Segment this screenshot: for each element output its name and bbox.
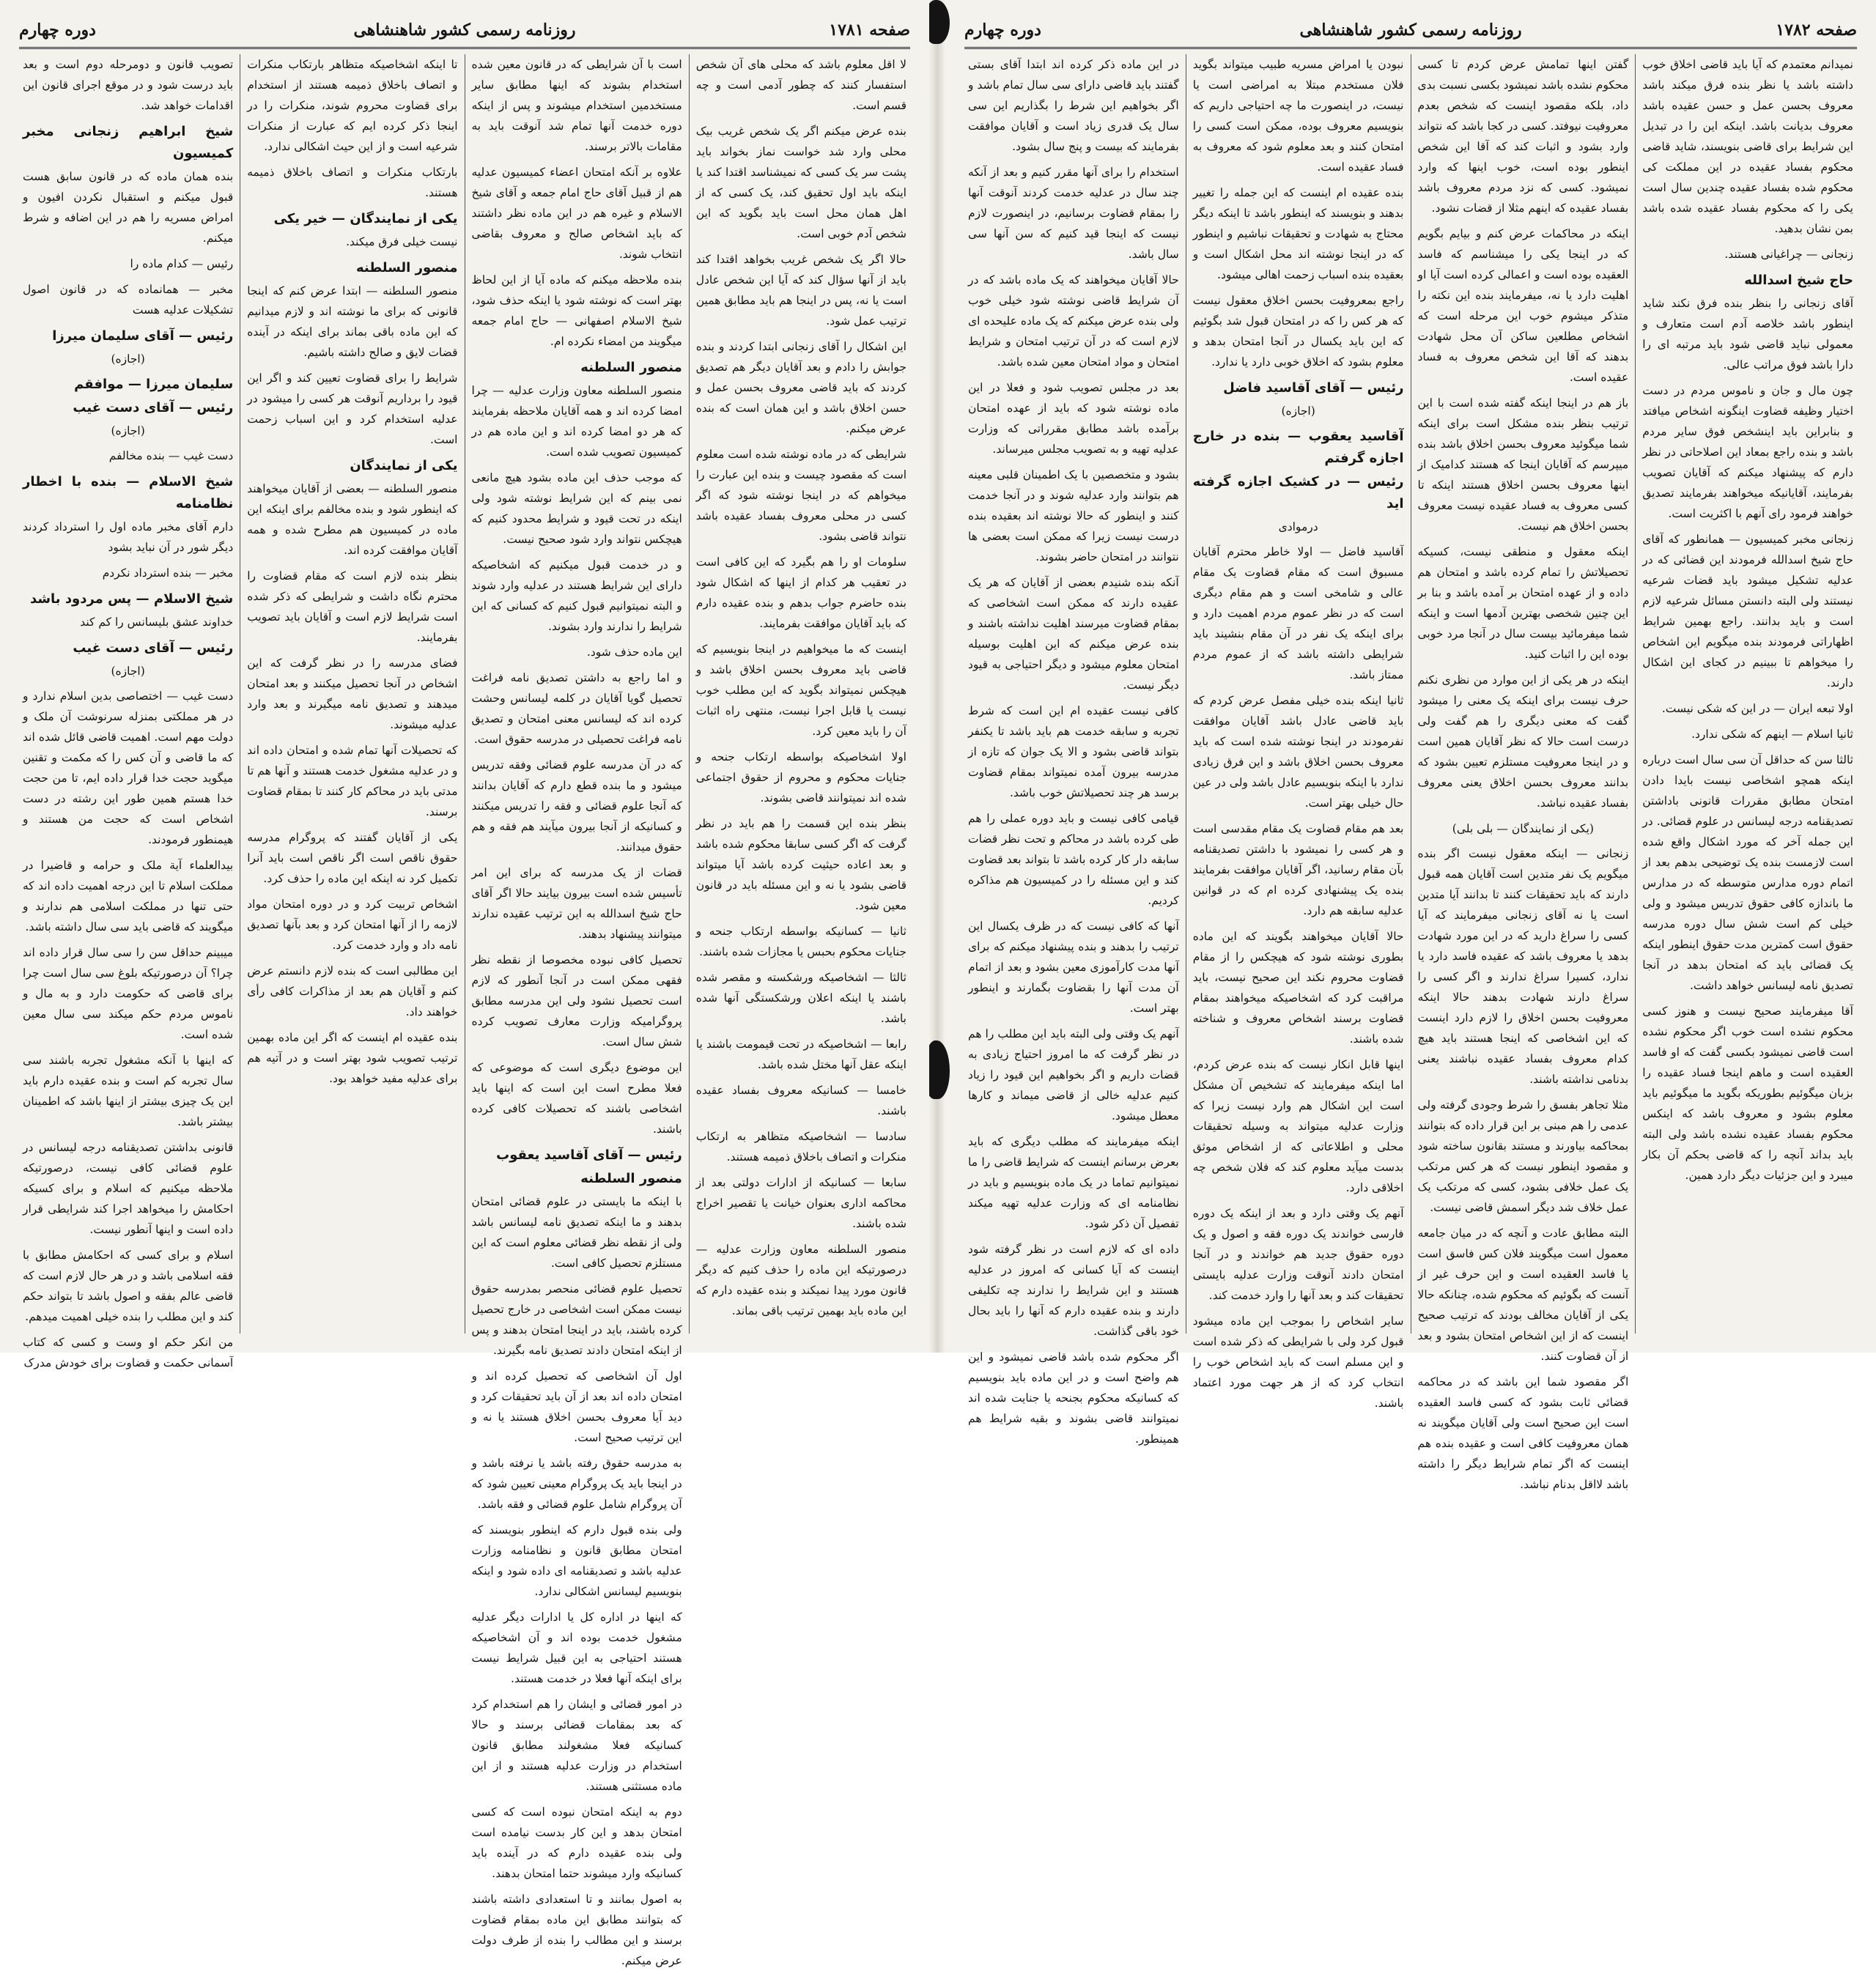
paragraph: شرایطی که در ماده نوشته شده است معلوم است که مقصود چیست و بنده این عبارت را میخواهم که در اینجا نوشته شود که اگر کسی در محلی معروف بفساد عقیده باشد نتواند قاضی بشود. (695, 448, 906, 543)
centered-note: (یکی از نمایندگان — بلی بلی) (1452, 822, 1594, 835)
paragraph: بیدالعلماء آیة ملک و حرامه و قاضیرا در مملکت اسلام تا این درجه اهمیت داده اند که حتی تنها در مملکت اسلامی هم ندارند و میگویند که قاضی باید سی سال داشته باشد. (23, 859, 234, 933)
paragraph: میبینم حداقل سن را سی سال قرار داده اند چرا؟ آن درصورتیکه بلوغ سی سال است چرا برای قاضی که حکومت دارد و به مال و ناموس مردم حکم میکند سی سال معین شده است. (23, 946, 234, 1041)
paragraph: داده ای که لازم است در نظر گرفته شود اینست که آیا کسانی که امروز در عدلیه هستند و این شرایط را ندارند چه تکلیفی دارند و بنده عقیده دارم که آنها را باید بحال خود باقی گذاشت. (968, 1243, 1179, 1338)
paragraph: زنجانی — چراغیانی هستند. (1724, 248, 1853, 261)
paragraph: بنظر بنده این قسمت را هم باید در نظر گرفت که اگر کسی سابقا محکوم شده باشد و بعد اعاده حیثیت کرده باشد آیا میتواند قاضی بشود یا نه و این مسئله باید در قانون معین شود. (695, 817, 906, 912)
speaker-heading: شیخ الاسلام — بنده با اخطار نظامنامه (23, 474, 234, 511)
paragraph: ولی بنده قبول دارم که اینطور بنویسند که امتحان مطابق قانون و نظامنامه وزارت عدلیه باشد و تصدیقنامه ای داده شود و اینکه بنویسیم لیسانس اشکالی ندارد. (471, 1523, 682, 1598)
paragraph: دوم به اینکه امتحان نبوده است که کسی امتحان بدهد و این کار بدست نیامده است ولی بنده عقیده دارم که در آینده باید کسانیکه وارد میشوند حتما امتحان بدهند. (471, 1805, 682, 1880)
column (465, 54, 689, 1967)
paragraph: تحصیل علوم قضائی منحصر بمدرسه حقوق نیست ممکن است اشخاصی در خارج تحصیل کرده باشند، باید در اینجا امتحان بدهند و پس از اینکه امتحان دادند تصدیق نامه بگیرند. (471, 1282, 682, 1357)
paragraph: اینکه معقول و منطقی نیست، کسیکه تحصیلاتش را تمام کرده باشد و امتحان هم داده و از عهده امتحان بر آمده باشد و بنا بر این چنین شخصی بهترین آدمها است و اینکه شما میفرمائید بیست سال در آنجا مرد خوبی بوده این را اثبات کنید. (1417, 545, 1629, 661)
paragraph: بعد هم مقام قضاوت یک مقام مقدسی است و هر کسی را نمیشود با داشتن تصدیقنامه بآن مقام رسانید، اگر آقایان موافقت بفرمایند بنده یک پیشنهادی کرده ام که در قوانین عدلیه سابقه هم دارد. (1192, 822, 1404, 917)
paragraph: اینکه در هر یکی از این موارد من نظری نکنم حرف نیست برای اینکه یک معنی را میشود گفت که معنی دیگری را هم گفت ولی درست است حالا که نظر آقایان همین است و در اینجا معروفیت مستلزم تعیین بشود که بدانند معروف بحسن اخلاق یعنی معروف بفساد عقیده نباشد. (1417, 673, 1629, 810)
paragraph: که اینها در اداره کل یا ادارات دیگر عدلیه مشغول خدمت بوده اند و آن اشخاصیکه هستند احتیاجی به این قبیل شرایط نیست برای اینکه آنها فعلا در خدمت هستند. (471, 1611, 682, 1685)
speaker-heading: رئیس — در کشیک اجازه گرفته اید (1192, 474, 1404, 511)
paragraph: بنظر بنده لازم است که مقام قضاوت را محترم نگاه داشت و شرایطی که ذکر شده است شرایط لازم است و آقایان باید تصویب بفرمایند. (247, 569, 458, 644)
paragraph: به مدرسه حقوق رفته باشد یا نرفته باشد و در اینجا باید یک پروگرام معینی تعیین شود که آن پروگرام شامل علوم قضائی و فقه باشد. (471, 1457, 682, 1511)
paragraph: بشود و متخصصین با یک اطمینان قلبی معینه هم بتوانند وارد عدلیه شوند و در آنجا خدمت کنند و اینطور که حالا نوشته اند بعقیده بنده درست نیست زیرا که ممکن است بعضی ها نتوانند در امتحان حاضر بشوند. (968, 468, 1179, 563)
paragraph: بنده همان ماده که در قانون سابق هست قبول میکنم و استقبال نکردن افیون و امراض مسریه را هم در این اضافه و شرط میکنم. (23, 170, 234, 245)
paragraph: کافی نیست عقیده ام این است که شرط تجربه و سابقه خدمت هم باید باشد تا یکنفر بتواند قاضی بشود و الا یک جوان که تازه از مدرسه بیرون آمده نمیتواند بمقام قضاوت برسد هر چند تحصیلاتش خوب باشد. (968, 704, 1179, 799)
paragraph: اگر محکوم شده باشد قاضی نمیشود و این هم واضح است و در این ماده باید بنویسیم که کسانیکه محکوم بجنحه یا جنایت شده اند نمیتوانند قاضی بشوند و بقیه شرایط هم همینطور. (968, 1350, 1179, 1446)
paragraph: یکی از آقایان گفتند که پروگرام مدرسه حقوق ناقص است اگر ناقص است باید آنرا تکمیل کرد نه اینکه این ماده را حذف کرد. (247, 831, 458, 885)
paragraph: ثانیا اسلام — اینهم که شکی ندارد. (1691, 728, 1853, 741)
paragraph: قضات از یک مدرسه که برای این امر تأسیس شده است بیرون بیایند حالا اگر آقای حاج شیخ اسدالله به این ترتیب عقیده ندارند میتوانند پیشنهاد بدهند. (471, 866, 682, 941)
paragraph: اولا تبعه ایران — در این که شکی نیست. (1661, 702, 1853, 715)
paragraph: مخبر — بنده استرداد نکردم (102, 566, 234, 580)
page-number: صفحه ۱۷۸۱ (829, 21, 910, 40)
paragraph: اینکه میفرمایند که مطلب دیگری که باید بعرض برسانم اینست که شرایط قاضی را ما نمیتوانیم تماما در یک ماده بنویسیم و باید در نظامنامه ای که وزارت عدلیه تهیه میکند تفصیل آن ذکر شود. (968, 1135, 1179, 1230)
speaker-heading: شیخ الاسلام — پس مردود باشد (29, 591, 234, 607)
paragraph: حالا آقایان میخواهند که یک ماده باشد که در آن شرایط قاضی نوشته شود خیلی خوب ولی بنده عرض میکنم که یک ماده علیحده ای لازم است که در آن ترتیب امتحان و شرایط امتحان و مواد امتحان معین شده باشد. (968, 273, 1179, 369)
paragraph: آقای زنجانی را بنظر بنده فرق نکند شاید اینطور باشد خلاصه آدم است متعارف و معمولی نباید قاضی شود باید مرتبه ای را دارا باشد فوق مراتب عالی. (1642, 297, 1853, 371)
paragraph: در امور قضائی و ایشان را هم استخدام کرد که بعد بمقامات قضائی برسند و حالا کسانیکه فعلا مشغولند مطابق قانون استخدام در وزارت عدلیه هستند و از این ماده مستثنی هستند. (471, 1698, 682, 1793)
speaker-heading: رئیس — آقای سلیمان میرزا (52, 328, 234, 344)
text-columns (961, 54, 1860, 1491)
speaker-heading: رئیس — آقای آقاسید فاضل (1223, 380, 1404, 396)
page-header (19, 13, 910, 49)
paragraph: اینها قابل انکار نیست که بنده عرض کردم، اما اینکه میفرمایند که تشخیص آن مشکل است این اشکال هم وارد نیست زیرا که وزارت عدلیه میتواند به وسیله تحقیقات محلی و اطلاعاتی که از اشخاص موثق بدست میآید معلوم کند که فلان شخص چه اخلاقی دارد. (1192, 1058, 1404, 1194)
paragraph: آنهم یک وقتی دارد و بعد از اینکه یک دوره فارسی خواندند یک دوره فقه و اصول و یک دوره حقوق جدید هم خواندند و در آنجا امتحان دادند آنوقت وزارت عدلیه بایستی تحقیقات کند و بعد آنها را وارد خدمت کند. (1192, 1207, 1404, 1302)
paragraph: استخدام را برای آنها مقرر کنیم و بعد از آنکه چند سال در عدلیه خدمت کردند آنوقت آنها را بمقام قضاوت برسانیم، در اینصورت لازم نیست که اینجا قید کنیم که سن آنها سی سال باشد. (968, 166, 1179, 261)
speaker-heading: رئیس — آقای دست غیب (73, 640, 234, 656)
paragraph: اینست که ما میخواهیم در اینجا بنویسیم که قاضی باید معروف بحسن اخلاق باشد و هیچکس نمیتواند بگوید که این مطلب خوب نیست یا قابل اجرا نیست، منتهی راه اثبات آن را باید معین کرد. (695, 643, 906, 738)
paragraph: که موجب حذف این ماده بشود هیچ مانعی نمی بینم که این شرایط نوشته شود ولی اینکه در تحت قیود و شرایط محدود کنیم که هیچکس نتواند وارد شود صحیح نیست. (471, 471, 682, 546)
paragraph: دست غیب — اختصاصی بدین اسلام ندارد و در هر مملکتی بمنزله سرنوشت آن ملک و دولت مهم است. اهمیت قاضی قائل شده اند که ما قاضی و آن کس را که مکمت و تقنین میگوید حجت خدا قرار داده ایم، تا من حجت خدا هستم همین طور این رشته در دست اشخاص است که حجت من هستند و هیمنطور فرمودند. (23, 689, 234, 846)
paragraph: مخبر — همانماده که در قانون اصول تشکیلات عدلیه هست (23, 283, 234, 317)
paragraph: حالا آقایان میخواهند بگویند که این ماده بطوری نوشته شود که هیچکس را از مقام قضاوت محروم نکند این صحیح نیست، باید مراقبت کرد که اشخاصیکه میخواهند بمقام قضاوت برسند اشخاص معروف و شناخته شده باشند. (1192, 930, 1404, 1046)
paragraph: نبودن یا امراض مسریه طبیب میتواند بگوید فلان مستخدم مبتلا به امراضی است یا نیست، در اینصورت ما چه احتیاجی داریم که بنویسیم معروف بوده، ممکن است کسی را امتحان کنند و بعد معلوم شود که معروف به فساد عقیده است. (1192, 58, 1404, 174)
paragraph: این اشکال را آقای زنجانی ابتدا کردند و بنده جوابش را دادم و بعد آقایان دیگر هم تصدیق کردند که باید قاضی معروف بحسن عمل و حسن اخلاق باشد و این همان است که بنده عرض میکنم. (695, 340, 906, 435)
paragraph: آنهم یک وقتی ولی البته باید این مطلب را هم در نظر گرفت که ما امروز احتیاج زیادی به قضات داریم و اگر بخواهیم این قیود را زیاد کنیم عدلیه خالی از قاضی میماند و کارها معطل میشود. (968, 1027, 1179, 1123)
paragraph: ثانیا اینکه بنده خیلی مفصل عرض کردم که باید قاضی عادل باشد آقایان موافقت نفرمودند در اینجا نوشته شده است که باید معروف بحسن اخلاق باشد و این فرق زیادی ندارد با اینکه بنویسیم عادل باشد ولی در عین حال خیلی بهتر است. (1192, 694, 1404, 810)
paragraph: زنجانی مخبر کمیسیون — همانطور که آقای حاج شیخ اسدالله فرمودند این قضائی که در عدلیه تشکیل میشود باید قضات شرعیه نیستند ولی البته دانستن مسائل شرعیه لازم است و باید بدانند. راجع بهمین شرایط اظهاراتی فرمودند بنده میگویم این اشخاص را میخواهم تا ببینیم در کجای این اشکال دارند. (1642, 533, 1853, 689)
column (1635, 54, 1860, 1334)
paragraph: سادسا — اشخاصیکه متظاهر به ارتکاب منکرات و اتصاف باخلاق ذمیمه هستند. (695, 1130, 906, 1164)
paragraph: زنجانی — اینکه معقول نیست اگر بنده میگویم یک نفر متدین است آقایان همه قبول دارند که باید تحقیقات کنند تا بدانند آیا متدین است یا نه آقای زنجانی میفرمایند که آیا کسی را سراغ دارید که در این مورد شهادت بدهد یا معروف باشد که عقیده فاسد دارد یا ندارد، کسیرا سراغ ندارند و اگر کسی را سراغ دارند شهادت بدهند حالا اینکه معروفیت بحسن اخلاق را لازم دارد اینست که این اشخاصی که اینجا هستند باید هیچ کدام معروف بفساد عقیده نباشند یعنی بدنامی نداشته باشند. (1417, 847, 1629, 1086)
paragraph: که تحصیلات آنها تمام شده و امتحان داده اند و در عدلیه مشغول خدمت هستند و آنها هم تا مدتی باید در محاکم کار کنند تا بمقام قضاوت برسند. (247, 744, 458, 818)
paragraph: البته مطابق عادت و آنچه که در میان جامعه معمول است میگویند فلان کس فاسق است یا فاسد العقیده است و این حرف غیر از آنست که بگوئیم که محکوم شده، چنانکه حالا یکی از آقایان مخالف بودند که ترتیب صحیح اینست که از این اشخاص امتحان بشود و بعد از آن قضاوت کنند. (1417, 1227, 1629, 1363)
paragraph: این مطالبی است که بنده لازم دانستم عرض کنم و آقایان هم بعد از مذاکرات کافی رأی خواهند داد. (247, 964, 458, 1018)
paragraph: تا اینکه اشخاصیکه متظاهر بارتکاب منکرات و اتصاف باخلاق ذمیمه هستند از استخدام برای قضاوت محروم شوند، منکرات را در اینجا ذکر کرده ایم که عبارت از منکرات شرعیه است و از این حیث اشکالی ندارد. (247, 58, 458, 153)
paragraph: اشخاص تربیت کرد و در دوره امتحان مواد لازمه را از آنها امتحان کرد و بعد بآنها تصدیق نامه داد و وارد خدمت کرد. (247, 898, 458, 952)
paragraph: آنکه بنده شنیدم بعضی از آقایان که هر یک عقیده دارند که ممکن است اشخاصی که بمقام قضاوت میرسند اهلیت نداشته باشند و بنده عرض میکنم که این اهلیت بوسیله امتحان معلوم میشود و دیگر احتیاجی به قیود دیگر نیست. (968, 576, 1179, 692)
column (689, 54, 913, 1334)
paragraph: خداوند عشق بلیسانس را کم کند (80, 615, 234, 629)
paragraph: بنده عقیده ام اینست که این جمله را تغییر بدهند و بنویسند که اینطور باشد تا اینکه دیگر محتاج به شهادت و تحقیقات نباشیم و اینطور که در اینجا نوشته اند محل اشکال است و بعقیده بنده اسباب زحمت اهالی میشود. (1192, 186, 1404, 281)
paragraph: منصور السلطنه — بعضی از آقایان میخواهند که اینطور شود و بنده مخالفم برای اینکه این ماده در کمیسیون هم مطرح شده و همه آقایان موافقت کرده اند. (247, 482, 458, 557)
paragraph: بنده عقیده ام اینست که اگر این ماده بهمین ترتیب تصویب شود بهتر است و در آتیه هم برای عدلیه مفید خواهد بود. (247, 1031, 458, 1085)
column (1411, 54, 1636, 1491)
paragraph: در این ماده ذکر کرده اند ابتدا آقای بستی گفتند باید قاضی دارای سی سال تمام باشد و اگر بخواهیم این شرط را بگذاریم این سی سال یک قدری زیاد است و آقایان موافقت بفرمایند که بیست و پنج سال بشود. (968, 58, 1179, 153)
paragraph: لا اقل معلوم باشد که محلی های آن شخص استفسار کنند که چطور آدمی است و چه قسم است. (695, 58, 906, 112)
paragraph: اگر مقصود شما این باشد که در محاکمه قضائی ثابت بشود که کسی فاسد العقیده است این صحیح است ولی آقایان میگویند نه همان معروفیت کافی است و عقیده بنده هم اینست که اگر تمام شرایط دیگر را داشته باشد لااقل بدنام نباشد. (1417, 1375, 1629, 1491)
paragraph: اولا اشخاصیکه بواسطه ارتکاب جنحه و جنایات محکوم و محروم از حقوق اجتماعی شده اند نمیتوانند قاضی بشوند. (695, 750, 906, 805)
paragraph: ثانیا — کسانیکه بواسطه ارتکاب جنحه و جنایات محکوم بحبس یا مجازات شده باشند. (695, 925, 906, 958)
paragraph: علاوه بر آنکه امتحان اعضاء کمیسیون عدلیه هم از قبیل آقای حاج امام جمعه و آقای شیخ الاسلام و غیره هم در این ماده نظر داشتند که باید اشخاص صالح و معروف بقاضی انتخاب شوند. (471, 166, 682, 261)
paragraph: دارم آقای مخبر ماده اول را استرداد کردند دیگر شور در آن نباید بشود (23, 520, 234, 554)
newspaper-page-right (945, 0, 1876, 1491)
paragraph: چون مال و جان و ناموس مردم در دست اختیار وظیفه قضاوت اینگونه اشخاص میافتد و بنابراین باید اینشخص فوق سایر مردم باشد و بنده راجع بمعاد این اصلاحاتی در نظر دارم که پیشنهاد میکنم که آقایان تصویب بفرمایند، آقایانیکه میخواهند بفرمایند تصدیق خواهند فرمود رای آنهم با اکثریت است. (1642, 384, 1853, 520)
paragraph: ثالثا سن که حداقل آن سی سال است درباره اینکه همچو اشخاصی نیست بایدا دادن امتحان مطابق مقررات قانونی باداشتن تصدیقنامه درجه لیسانس در علوم قضائی. در این جمله آخر که مورد اشکال واقع شده است لازمست بنده یک توضیحی بدهم بعد از اتمام دوره مدارس متوسطه که در مدارس ما باندازه کافی حقوق تدریس میشود و ولی خیلی کم است شش سال دوره مدرسه حقوق است کمترین مدت حقوق اینطور اینکه یک قضائی باید که امتحان بدهد در آنجا تصدیق نامه لیسانس خواهد داشت. (1642, 753, 1853, 992)
paragraph: این ماده حذف شود. (586, 646, 682, 659)
period-label: دوره چهارم (19, 21, 96, 40)
paragraph: نیست خیلی فرق میکند. (346, 235, 458, 248)
paragraph: بنده عرض میکنم اگر یک شخص غریب بیک محلی وارد شد خواست نماز بخواند باید پشت سر یک کسی که نمیشناسد اقتدا کند یا اینکه باید اول تحقیق کند، یک کسی که از اهل همان محل است باید بگوید که این شخص آدم خوبی است. (695, 125, 906, 240)
paragraph: است با آن شرایطی که در قانون معین شده استخدام بشوند که اینها مطابق سایر مستخدمین استخدام میشوند و پس از اینکه دوره خدمت آنها تمام شد آنوقت باید به مقامات بالاتر برسند. (471, 58, 682, 153)
paragraph: که اینها با آنکه مشغول تجربه باشند سی سال تجربه کم است و بنده عقیده دارم باید این یک چیزی بیشتر از اینها باشد که اطمینان بیشتر باشد. (23, 1054, 234, 1128)
paragraph: بارتکاب منکرات و اتصاف باخلاق ذمیمه هستند. (247, 166, 458, 199)
paragraph: اینکه در محاکمات عرض کنم و بیایم بگویم که در اینجا یکی را میشناسم که فاسد العقیده بوده است و اعمالی کرده است آیا او اهلیت دارد یا نه، میفرمایند بنده این نکته را متذکر میشوم خوب این مرحله است که اشخاص مطلعین ساکن آن محل شهادت بدهند که آقا این شخص معروف به فساد عقیده است. (1417, 227, 1629, 384)
paragraph: راجع بمعروفیت بحسن اخلاق معقول نیست که هر کس را که در امتحان قبول شد بگوئیم که این باید یکسال در آنجا امتحان بدهد و معلوم بشود که اخلاق خوبی دارد یا ندارد. (1192, 294, 1404, 369)
paragraph: قانونی بداشتن تصدیقنامه درجه لیسانس در علوم قضائی کافی نیست، درصورتیکه ملاحظه میکنیم که اسلام و برای کسیکه احکامش را میخواهد اجرا کند شرایطی قرار داده است و اینها آنطور نیست. (23, 1141, 234, 1236)
centered-note: (اجازه) (111, 424, 145, 437)
paragraph: و در خدمت قبول میکنیم که اشخاصیکه دارای این شرایط هستند در عدلیه وارد شوند و البته نمیتوانیم قبول کنیم که کسانی که این شرایط را ندارند وارد بشوند. (471, 558, 682, 633)
paragraph: سایر اشخاص را بموجب این ماده میشود قبول کرد ولی با شرایطی که ذکر شده است و این مسلم است که باید اشخاص خوب را انتخاب کرد که از هر جهت مورد اعتماد باشند. (1192, 1314, 1404, 1410)
paragraph: دست غیب — بنده مخالفم (108, 449, 234, 462)
speaker-heading: یکی از نمایندگان (350, 458, 458, 473)
paragraph: با اینکه ما بایستی در علوم قضائی امتحان بدهند و ما اینکه تصدیق نامه لیسانس باشد ولی از نقطه نظر قضائی معلوم است که این مستلزم تحصیل کافی است. (471, 1195, 682, 1270)
column (16, 54, 240, 1369)
paragraph: منصور السلطنه — ابتدا عرض کنم که اینجا قانونی که برای ما نوشته اند و لازم میدانیم که این ماده باقی بماند برای اینکه در آینده قضات لایق و صالح داشته باشیم. (247, 284, 458, 359)
column (961, 54, 1186, 1446)
paragraph: که در آن مدرسه علوم قضائی وفقه تدریس میشود و ما بنده قطع دارم که آقایان بدانند که آنجا علوم قضائی و فقه را تدریس میکنند و کسانیکه از آنجا بیرون میآیند هم فقه و هم حقوق میدانند. (471, 758, 682, 854)
period-label: دوره چهارم (964, 21, 1041, 40)
paragraph: من انکر حکم او وست و کسی که کتاب آسمانی حکمت و قضاوت برای خودش مدرک (23, 1336, 234, 1369)
paragraph: اسلام و برای کسی که احکامش مطابق با فقه اسلامی باشد و در هر حال لازم است که قاضی عالم بفقه و اصول باشد تا بتواند حکم کند و این مطلب را بنده خیلی اهمیت میدهم. (23, 1249, 234, 1323)
paragraph: باز هم در اینجا اینکه گفته شده است با این ترتیب بنظر بنده مشکل است برای اینکه شما میگوئید معروف بحسن اخلاق باشد بنده میپرسم که آقایان اینجا که هستند کدامیک از اینها معروف بحسن اخلاق هستند اینکه تا کسی معروف به فساد عقیده نیست معروف بحسن اخلاق هم نیست. (1417, 396, 1629, 533)
centered-note: (اجازه) (111, 352, 145, 366)
speaker-heading: رئیس — آقای آقاسید یعقوب (496, 1147, 682, 1163)
paragraph: آنها که کافی نیست که در ظرف یکسال این ترتیب را بدهند و بنده پیشنهاد میکنم که برای آنها مدت کارآموزی معین بشود و بعد از اتمام آن مدت آنها را بقضاوت بگمارند و اینطور بهتر است. (968, 920, 1179, 1015)
centered-note: درموادی (1278, 520, 1318, 533)
speaker-heading: منصور السلطنه (355, 260, 458, 276)
paragraph: خامسا — کسانیکه معروف بفساد عقیده باشند. (695, 1084, 906, 1117)
speaker-heading: شیخ ابراهیم زنجانی مخبر کمیسیون (23, 124, 234, 161)
paragraph: بعد در مجلس تصویب شود و فعلا در این ماده نوشته شود که باید از عهده امتحان برآمده باشد مطابق مقرراتی که وزارت عدلیه تهیه و به تصویب مجلس میرساند. (968, 381, 1179, 456)
centered-note: (اجازه) (111, 665, 145, 678)
paragraph: مثلا تجاهر بفسق را شرط وجودی گرفته ولی عدمی را هم مبنی بر این قرار داده که بتوانند بمحاکمه بیاورند و مستند بقانون ساخته شود و مقصود اینطور نیست که هر کس مرتکب یک عمل خلافی بشود، کسی که مرتکب یک عمل خلاف شد دیگر اسمش قاضی نیست. (1417, 1098, 1629, 1214)
speaker-heading: حاج شیخ اسدالله (1744, 273, 1853, 288)
page-number: صفحه ۱۷۸۲ (1776, 21, 1857, 40)
paragraph: آقا میفرمایند صحیح نیست و هنوز کسی محکوم نشده است خوب اگر محکوم نشده است قاضی نمیشود بکسی گفت که او فاسد العقیده است و ماهم اینجا فساد عقیده را بزبان میگوئیم بطوریکه بگوید ما میگوئیم باید معلوم بشود و معروف باشد که اینکس محکوم بفساد عقیده نشده باشد ولی البته باید بداند آنچه را که قاضی بحکم آن بکار میبرد و این جزئیات دیگر دارد همین. (1642, 1005, 1853, 1182)
centered-note: (اجازه) (1281, 404, 1315, 418)
speaker-heading: منصور السلطنه (580, 360, 682, 375)
paragraph: رئیس — کدام ماده را (130, 257, 234, 270)
newspaper-page-left (0, 0, 929, 1967)
paragraph: گفتن اینها تمامش عرض کردم تا کسی محکوم نشده باشد نمیشود بکسی نسبت بدی داد، بلکه مقصود اینست که شخص بعدم معروفیت نیوفتد. کسی در کجا باشد که نتواند وارد بشود و اثبات کند که آقا این شخص اینطور بوده است، خوب اینها که وارد نمیشود. کسی که نزد مردم معروف باشد بفساد عقیده که اینهم مثلا از قضات نشود. (1417, 58, 1629, 215)
paragraph: سلومات او را هم بگیرد که این کافی است در تعقیب هر کدام از اینها که اشکال شود بنده حاضرم جواب بدهم و بنده عقیده دارم که باید آقایان موافقت بفرمایند. (695, 555, 906, 630)
speaker-heading: سلیمان میرزا — موافقم (74, 377, 234, 392)
page-header (964, 13, 1857, 49)
newspaper-title: روزنامه رسمی کشور شاهنشاهی (1299, 21, 1522, 40)
paragraph: منصور السلطنه معاون وزارت عدلیه — درصورتیکه این ماده را حذف کنیم که دیگر قانون مورد پیدا نمیکند و بنده عقیده دارم که این ماده باید بهمین ترتیب باقی بماند. (695, 1243, 906, 1317)
paragraph: شرایط را برای قضاوت تعیین کند و اگر این قیود را برداریم آنوقت هر کسی را میشود در عدلیه استخدام کرد و این اسباب زحمت است. (247, 371, 458, 446)
paragraph: حالا اگر یک شخص غریب بخواهد اقتدا کند باید از آنها سؤال کند که آیا این شخص عادل است یا نه، پس در اینجا هم باید مطابق همین ترتیب عمل شود. (695, 253, 906, 328)
speaker-heading: رئیس — آقای دست غیب (73, 400, 234, 415)
page-gutter (929, 0, 945, 1353)
paragraph: تحصیل کافی نبوده مخصوصا از نقطه نظر فقهی ممکن است در آنجا آنطور که لازم است تحصیل نشود ولی این مدرسه مطابق پروگرامیکه وزارت معارف تصویب کرده شش سال است. (471, 953, 682, 1049)
column (1186, 54, 1411, 1410)
paragraph: سابعا — کسانیکه از ادارات دولتی بعد از محاکمه اداری بعنوان خیانت یا تقصیر اخراج شده باشند. (695, 1176, 906, 1230)
column (240, 54, 464, 1334)
paragraph: رابعا — اشخاصیکه در تحت قیمومت باشند یا اینکه عقل آنها مختل شده باشد. (695, 1038, 906, 1071)
paragraph: قیامی کافی نیست و باید دوره عملی را هم طی کرده باشد در محاکم و تحت نظر قضات سابقه دار کار کرده باشد تا بتواند بعد قضاوت کند و این مسئله را در کمیسیون هم مذاکره کردیم. (968, 812, 1179, 907)
paragraph: ثالثا — اشخاصیکه ورشکسته و مقصر شده باشند یا اینکه اعلان ورشکستگی آنها شده باشد. (695, 971, 906, 1025)
speaker-heading: یکی از نمایندگان — خیر یکی (273, 211, 458, 226)
text-columns (16, 54, 913, 1967)
paragraph: فضای مدرسه را در نظر گرفت که این اشخاص در آنجا تحصیل میکنند و بعد امتحان میدهند و تصدیق نامه میگیرند و بعد وارد عدلیه میشوند. (247, 657, 458, 731)
paragraph: منصور السلطنه معاون وزارت عدلیه — چرا امضا کرده اند و همه آقایان ملاحظه بفرمایند که هر دو امضا کرده اند و این ماده هم در کمیسیون تصویب شده است. (471, 384, 682, 459)
paragraph: به اصول بمانند و تا استعدادی داشته باشند که بتوانند مطابق این ماده بمقام قضاوت برسند و این مطالب را بنده از طرف دولت عرض میکنم. (471, 1893, 682, 1967)
paragraph: و اما راجع به داشتن تصدیق نامه فراغت تحصیل گویا آقایان در کلمه لیسانس وحشت کرده اند که لیسانس معنی امتحان و تصدیق نامه فراغت تحصیلی در مدرسه حقوق است. (471, 671, 682, 746)
paragraph: این موضوع دیگری است که موضوعی که فعلا مطرح است این است که اینها باید اشخاصی باشند که تحصیلات کافی کرده باشند. (471, 1061, 682, 1136)
speaker-heading: منصور السلطنه (580, 1171, 682, 1186)
paragraph: نمیدانم معتمدم که آیا باید قاضی اخلاق خوب داشته باشد یا نظر بنده فرق میکند باشد معروف بحسن عمل و حسن عقیده باشد معروف بدیانت باشد. اینکه این را در تبدیل این شرایط برای قاضی بنویسند، شاید قاضی محکوم بفساد عقیده در این مملکت کی محکوم شده بفساد عقیده چندین سال است یکی را که محکوم بفساد عقیده شده باشد بمن نشان بدهید. (1642, 58, 1853, 235)
speaker-heading: آقاسید یعقوب — بنده در خارج اجازه گرفتم (1192, 429, 1404, 466)
paragraph: تصویب قانون و دومرحله دوم است و بعد باید درست شود و در موقع اجرای قانون این اقدامات خواهد شد. (23, 58, 234, 112)
paragraph: آقاسید فاضل — اولا خاطر محترم آقایان مسبوق است که مقام قضاوت یک مقام عالی و شامخی است و هم مقام دیگری است که در نظر عموم مردم اهمیت دارد و برای اینکه یک نفر در آن مقام بنشیند باید شرایطی داشته باشد که از عموم مردم ممتاز باشد. (1192, 545, 1404, 681)
paragraph: اول آن اشخاصی که تحصیل کرده اند و امتحان داده اند بعد از آن باید تحقیقات کرد و دید آیا معروف بحسن اخلاق هستند یا نه و این ترتیب صحیح است. (471, 1369, 682, 1444)
newspaper-title: روزنامه رسمی کشور شاهنشاهی (353, 21, 576, 40)
paragraph: بنده ملاحظه میکنم که ماده آیا از این لحاظ بهتر است که نوشته شود یا اینکه حذف شود، شیخ الاسلام اصفهانی — حاج امام جمعه میگویند من امضاء نکرده ام. (471, 273, 682, 348)
